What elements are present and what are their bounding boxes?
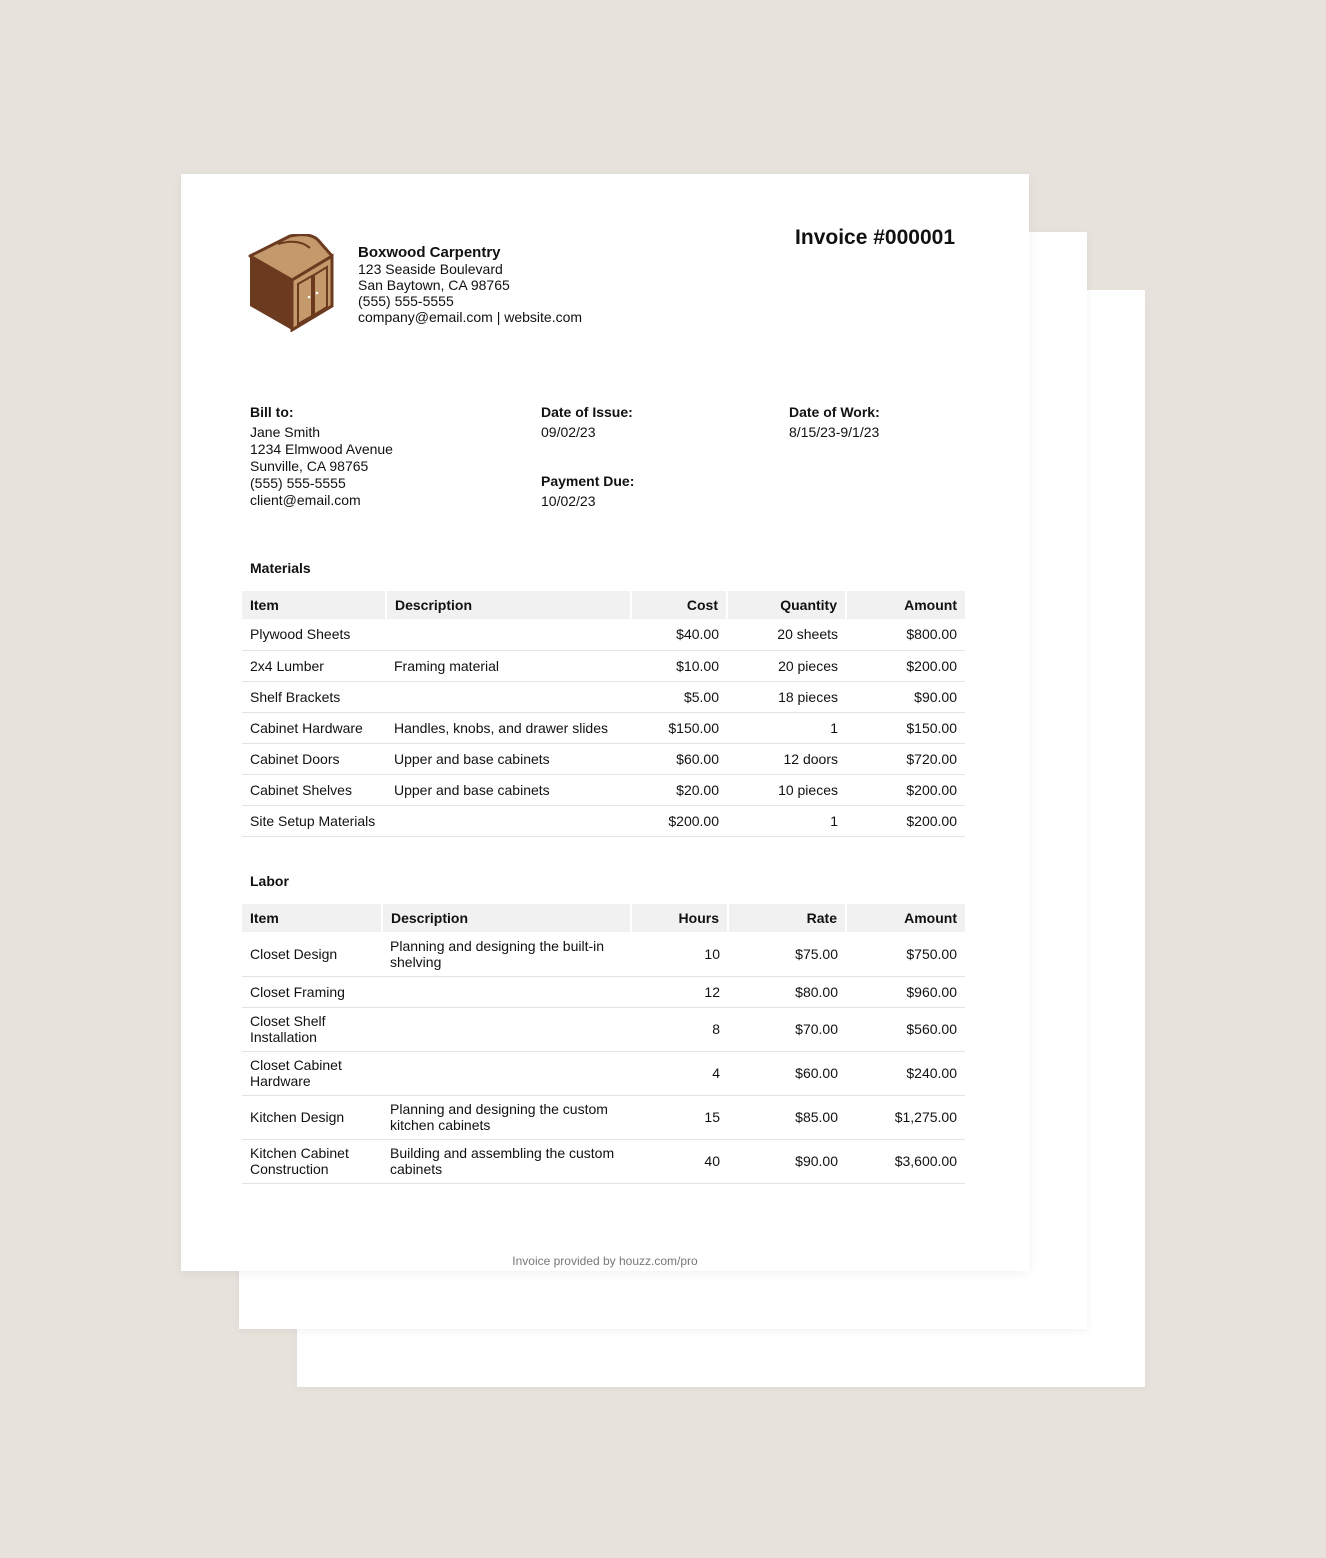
- column-header-item: Item: [242, 904, 382, 932]
- table-row: [242, 805, 965, 836]
- quantity-cell: 1: [727, 712, 846, 743]
- item-cell: Closet Design: [242, 932, 382, 976]
- table-row: [242, 1007, 965, 1051]
- quantity-cell: 12 doors: [727, 743, 846, 774]
- description-cell: Building and assembling the custom cabinets: [382, 1139, 631, 1183]
- item-cell: Cabinet Doors: [242, 743, 386, 774]
- quantity-cell: 10 pieces: [727, 774, 846, 805]
- amount-cell: $1,275.00: [846, 1095, 965, 1139]
- description-cell: [386, 681, 631, 712]
- rate-cell: $60.00: [728, 1051, 846, 1095]
- amount-cell: $960.00: [846, 976, 965, 1007]
- materials-header-row: [242, 591, 965, 619]
- table-row: [242, 743, 965, 774]
- rate-cell: $80.00: [728, 976, 846, 1007]
- client-name: Jane Smith: [250, 424, 321, 440]
- rate-cell: $90.00: [728, 1139, 846, 1183]
- payment-due-label: Payment Due:: [541, 473, 635, 489]
- materials-title: Materials: [250, 560, 311, 576]
- column-header-description: Description: [382, 904, 631, 932]
- quantity-cell: 20 pieces: [727, 650, 846, 681]
- item-cell: Kitchen Cabinet Construction: [242, 1139, 382, 1183]
- labor-title: Labor: [250, 873, 289, 889]
- item-cell: Closet Cabinet Hardware: [242, 1051, 382, 1095]
- table-row: [242, 976, 965, 1007]
- table-row: [242, 619, 965, 650]
- cost-cell: $20.00: [631, 774, 727, 805]
- description-cell: [382, 976, 631, 1007]
- column-header-description: Description: [386, 591, 631, 619]
- amount-cell: $750.00: [846, 932, 965, 976]
- column-header-hours: Hours: [631, 904, 728, 932]
- cost-cell: $60.00: [631, 743, 727, 774]
- hours-cell: 40: [631, 1139, 728, 1183]
- hours-cell: 12: [631, 976, 728, 1007]
- item-cell: Cabinet Shelves: [242, 774, 386, 805]
- hours-cell: 10: [631, 932, 728, 976]
- cost-cell: $10.00: [631, 650, 727, 681]
- labor-header-row: [242, 904, 965, 932]
- quantity-cell: 20 sheets: [727, 619, 846, 650]
- amount-cell: $560.00: [846, 1007, 965, 1051]
- work-date-block: [789, 404, 880, 441]
- description-cell: [386, 805, 631, 836]
- table-row: [242, 932, 965, 976]
- rate-cell: $85.00: [728, 1095, 846, 1139]
- description-cell: Planning and designing the custom kitchen cabinets: [382, 1095, 631, 1139]
- column-header-quantity: Quantity: [727, 591, 846, 619]
- item-cell: Site Setup Materials: [242, 805, 386, 836]
- item-cell: Shelf Brackets: [242, 681, 386, 712]
- table-row: [242, 1139, 965, 1183]
- invoice-page: [181, 174, 1029, 1271]
- item-cell: 2x4 Lumber: [242, 650, 386, 681]
- hours-cell: 4: [631, 1051, 728, 1095]
- table-row: [242, 1095, 965, 1139]
- description-cell: [386, 619, 631, 650]
- item-cell: Cabinet Hardware: [242, 712, 386, 743]
- payment-due-value: 10/02/23: [541, 493, 596, 509]
- company-info: [358, 244, 582, 325]
- quantity-cell: 1: [727, 805, 846, 836]
- hours-cell: 8: [631, 1007, 728, 1051]
- amount-cell: $240.00: [846, 1051, 965, 1095]
- cost-cell: $40.00: [631, 619, 727, 650]
- company-address-line1: 123 Seaside Boulevard: [358, 261, 503, 277]
- cost-cell: $200.00: [631, 805, 727, 836]
- amount-cell: $720.00: [846, 743, 965, 774]
- description-cell: Upper and base cabinets: [386, 743, 631, 774]
- table-row: [242, 1051, 965, 1095]
- work-date-label: Date of Work:: [789, 404, 880, 420]
- cost-cell: $5.00: [631, 681, 727, 712]
- issue-date-value: 09/02/23: [541, 424, 596, 440]
- bill-to-block: [250, 404, 393, 509]
- client-address-line2: Sunville, CA 98765: [250, 458, 369, 474]
- amount-cell: $90.00: [846, 681, 965, 712]
- description-cell: Framing material: [386, 650, 631, 681]
- company-phone: (555) 555-5555: [358, 293, 454, 309]
- table-row: [242, 774, 965, 805]
- column-header-amount: Amount: [846, 591, 965, 619]
- client-address-line1: 1234 Elmwood Avenue: [250, 441, 393, 457]
- item-cell: Plywood Sheets: [242, 619, 386, 650]
- hours-cell: 15: [631, 1095, 728, 1139]
- table-row: [242, 712, 965, 743]
- client-phone: (555) 555-5555: [250, 475, 346, 491]
- cost-cell: $150.00: [631, 712, 727, 743]
- payment-due-block: [541, 473, 634, 510]
- amount-cell: $3,600.00: [846, 1139, 965, 1183]
- item-cell: Kitchen Design: [242, 1095, 382, 1139]
- column-header-cost: Cost: [631, 591, 727, 619]
- amount-cell: $800.00: [846, 619, 965, 650]
- item-cell: Closet Framing: [242, 976, 382, 1007]
- table-row: [242, 650, 965, 681]
- description-cell: [382, 1007, 631, 1051]
- materials-table: [242, 591, 965, 837]
- description-cell: Upper and base cabinets: [386, 774, 631, 805]
- amount-cell: $150.00: [846, 712, 965, 743]
- column-header-amount: Amount: [846, 904, 965, 932]
- work-date-value: 8/15/23-9/1/23: [789, 424, 880, 440]
- footer-note: Invoice provided by houzz.com/pro: [512, 1254, 698, 1268]
- item-cell: Closet Shelf Installation: [242, 1007, 382, 1051]
- company-address-line2: San Baytown, CA 98765: [358, 277, 510, 293]
- issue-date-label: Date of Issue:: [541, 404, 633, 420]
- client-email: client@email.com: [250, 492, 361, 508]
- amount-cell: $200.00: [846, 774, 965, 805]
- amount-cell: $200.00: [846, 805, 965, 836]
- description-cell: [382, 1051, 631, 1095]
- quantity-cell: 18 pieces: [727, 681, 846, 712]
- rate-cell: $75.00: [728, 932, 846, 976]
- column-header-item: Item: [242, 591, 386, 619]
- bill-to-label: Bill to:: [250, 404, 294, 420]
- company-contact: company@email.com | website.com: [358, 309, 583, 325]
- table-row: [242, 681, 965, 712]
- description-cell: Planning and designing the built-in shelving: [382, 932, 631, 976]
- column-header-rate: Rate: [728, 904, 846, 932]
- issue-date-block: [541, 404, 633, 441]
- labor-table: [242, 904, 965, 1184]
- cabinet-box-icon: [248, 234, 336, 332]
- amount-cell: $200.00: [846, 650, 965, 681]
- company-name: Boxwood Carpentry: [358, 244, 501, 261]
- description-cell: Handles, knobs, and drawer slides: [386, 712, 631, 743]
- rate-cell: $70.00: [728, 1007, 846, 1051]
- invoice-title: Invoice #000001: [795, 226, 955, 249]
